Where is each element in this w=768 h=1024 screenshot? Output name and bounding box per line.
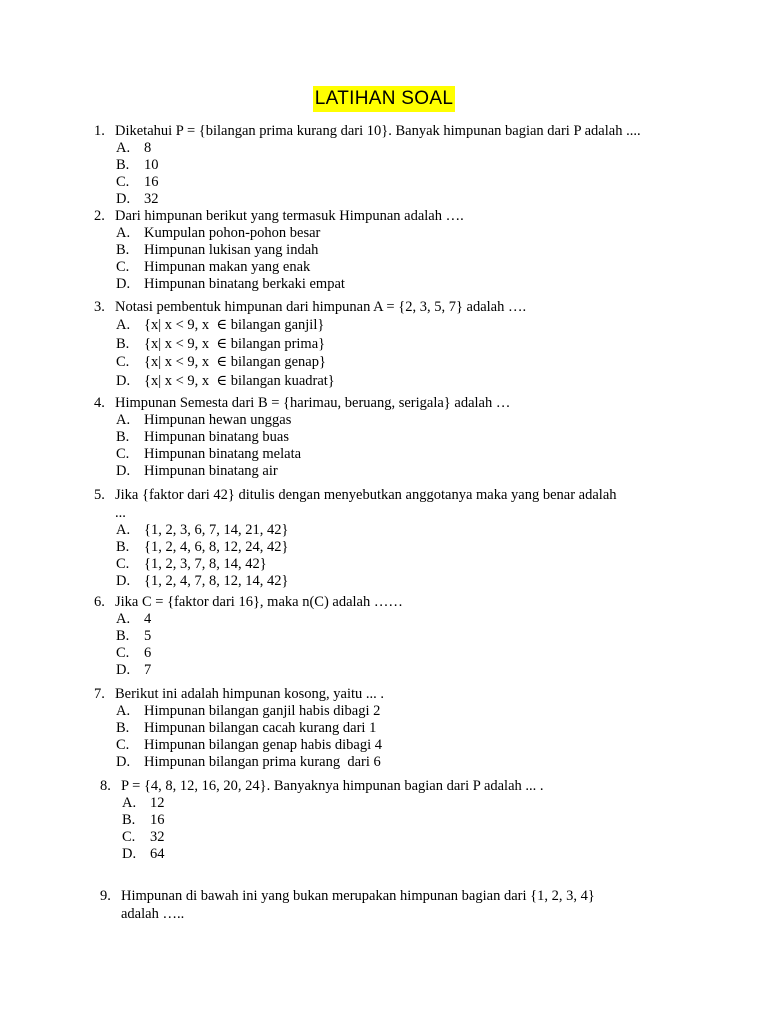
option-c: C. {1, 2, 3, 7, 8, 14, 42} bbox=[116, 556, 267, 572]
question-number: 7. bbox=[94, 686, 105, 702]
option-b: B. Himpunan lukisan yang indah bbox=[116, 242, 319, 258]
question-9 bbox=[100, 887, 700, 923]
option-b: B. 16 bbox=[122, 812, 165, 828]
option-a: A. Kumpulan pohon-pohon besar bbox=[116, 225, 321, 241]
option-d: D. 64 bbox=[122, 846, 165, 862]
option-c: C. 6 bbox=[116, 645, 152, 661]
question-number: 1. bbox=[94, 123, 105, 139]
option-b: B. Himpunan binatang buas bbox=[116, 429, 289, 445]
option-d: D. 32 bbox=[116, 191, 159, 207]
option-a: A. {1, 2, 3, 6, 7, 14, 21, 42} bbox=[116, 522, 289, 538]
question-number: 9. bbox=[100, 888, 111, 904]
option-b: B. {x| x < 9, x ∈ bilangan prima} bbox=[116, 335, 326, 352]
question-4 bbox=[94, 394, 694, 480]
question-text: Dari himpunan berikut yang termasuk Himpunan adalah …. bbox=[115, 208, 464, 224]
question-number: 3. bbox=[94, 299, 105, 315]
question-text-continuation: adalah ….. bbox=[121, 906, 185, 922]
question-7 bbox=[94, 685, 694, 771]
option-a: A. 4 bbox=[116, 611, 152, 627]
question-text-continuation: ... bbox=[115, 505, 126, 521]
option-c: C. Himpunan binatang melata bbox=[116, 446, 302, 462]
option-b: B. Himpunan bilangan cacah kurang dari 1 bbox=[116, 720, 377, 736]
option-a: A. {x| x < 9, x ∈ bilangan ganjil} bbox=[116, 317, 325, 333]
option-d: D. {1, 2, 4, 7, 8, 12, 14, 42} bbox=[116, 573, 289, 589]
option-b: B. 10 bbox=[116, 157, 159, 173]
question-number: 5. bbox=[94, 487, 105, 503]
option-b: B. 5 bbox=[116, 628, 152, 644]
question-3 bbox=[94, 298, 694, 390]
option-c: C. 16 bbox=[116, 174, 159, 190]
question-text: Himpunan Semesta dari B = {harimau, beruang, serigala} adalah … bbox=[115, 395, 511, 411]
option-d: D. 7 bbox=[116, 662, 152, 678]
page-title: LATIHAN SOAL bbox=[313, 86, 455, 112]
question-5 bbox=[94, 486, 694, 590]
question-text: Notasi pembentuk himpunan dari himpunan A = {2, 3, 5, 7} adalah …. bbox=[115, 299, 527, 315]
option-b: B. {1, 2, 4, 6, 8, 12, 24, 42} bbox=[116, 539, 289, 555]
question-6 bbox=[94, 593, 694, 679]
question-2 bbox=[94, 207, 694, 293]
question-1 bbox=[94, 122, 694, 208]
question-number: 8. bbox=[100, 778, 111, 794]
question-number: 2. bbox=[94, 208, 105, 224]
question-text: Berikut ini adalah himpunan kosong, yaitu ... . bbox=[115, 686, 385, 702]
option-d: D. Himpunan binatang air bbox=[116, 463, 278, 479]
question-text: Diketahui P = {bilangan prima kurang dari 10}. Banyak himpunan bagian dari P adalah .... bbox=[115, 123, 641, 139]
option-a: A. 12 bbox=[122, 795, 165, 811]
option-c: C. 32 bbox=[122, 829, 165, 845]
option-a: A. 8 bbox=[116, 140, 152, 156]
option-c: C. Himpunan makan yang enak bbox=[116, 259, 311, 275]
option-c: C. {x| x < 9, x ∈ bilangan genap} bbox=[116, 354, 326, 370]
option-d: D. {x| x < 9, x ∈ bilangan kuadrat} bbox=[116, 372, 335, 389]
option-a: A. Himpunan bilangan ganjil habis dibagi 2 bbox=[116, 703, 381, 719]
option-d: D. Himpunan bilangan prima kurang dari 6 bbox=[116, 754, 381, 770]
option-d: D. Himpunan binatang berkaki empat bbox=[116, 276, 345, 292]
question-number: 4. bbox=[94, 395, 105, 411]
question-text: Jika {faktor dari 42} ditulis dengan menyebutkan anggotanya maka yang benar adalah bbox=[115, 487, 617, 503]
option-c: C. Himpunan bilangan genap habis dibagi 4 bbox=[116, 737, 382, 753]
option-a: A. Himpunan hewan unggas bbox=[116, 412, 292, 428]
question-text: P = {4, 8, 12, 16, 20, 24}. Banyaknya himpunan bagian dari P adalah ... . bbox=[121, 778, 544, 794]
question-text: Jika C = {faktor dari 16}, maka n(C) adalah …… bbox=[115, 594, 403, 610]
question-8 bbox=[100, 777, 700, 863]
question-number: 6. bbox=[94, 594, 105, 610]
question-text: Himpunan di bawah ini yang bukan merupakan himpunan bagian dari {1, 2, 3, 4} bbox=[121, 888, 595, 904]
